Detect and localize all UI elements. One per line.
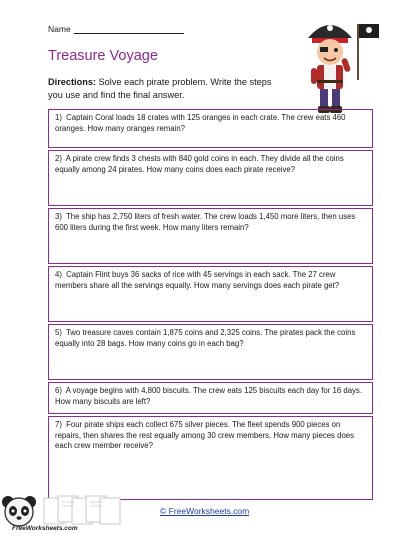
problem-6 [48,382,373,414]
problem-list [48,109,373,502]
pirate-illustration [300,10,380,118]
problem-number: 5) [55,328,62,337]
problem-1 [48,109,373,148]
problem-text: A voyage begins with 4,800 biscuits. The crew eats 125 biscuits each day for 16 days. How many biscuits are left? [55,386,362,406]
directions-text: Solve each pirate problem. Write the steps you use and find the final answer. [48,77,272,100]
problem-text: Four pirate ships each collect 675 silver pieces. The fleet spends 900 pieces on repairs, then shares the rest equally among 30 crew members. How many pieces does each crew member receive? [55,420,355,450]
logo-wordmark: FreeWorksheets.com [12,525,78,532]
problem-5 [48,324,373,380]
problem-number: 3) [55,212,62,221]
problem-text: Captain Coral loads 18 crates with 125 oranges in each crate. The crew eats 460 oranges. How many oranges remain? [55,113,346,133]
problem-text: Two treasure caves contain 1,875 coins and 2,325 coins. The pirates pack the coins equally into 28 bags. How many coins go in each bag? [55,328,356,348]
problem-number: 6) [55,386,62,395]
problem-number: 2) [55,154,62,163]
problem-3 [48,208,373,264]
problem-2 [48,150,373,206]
name-label: Name [48,24,71,34]
name-field [48,24,184,34]
problem-4 [48,266,373,322]
directions [48,76,288,101]
problem-text: The ship has 2,750 liters of fresh water. The crew loads 1,450 more liters, then uses 600 liters during the first week. How many liters remain? [55,212,356,232]
footer-link[interactable]: © FreeWorksheets.com [160,506,250,516]
problem-text: Captain Flint buys 36 sacks of rice with 45 servings in each sack. The 27 crew members share all the servings equally. How many servings does each pirate get? [55,270,340,290]
problem-number: 7) [55,420,62,429]
directions-label: Directions: [48,77,96,87]
problem-number: 4) [55,270,62,279]
worksheet-title: Treasure Voyage [48,48,158,64]
problem-text: A pirate crew finds 3 chests with 840 gold coins in each. They divide all the coins equally among 24 pirates. How many coins does each pirate receive? [55,154,344,174]
name-line [74,24,184,34]
problem-number: 1) [55,113,62,122]
